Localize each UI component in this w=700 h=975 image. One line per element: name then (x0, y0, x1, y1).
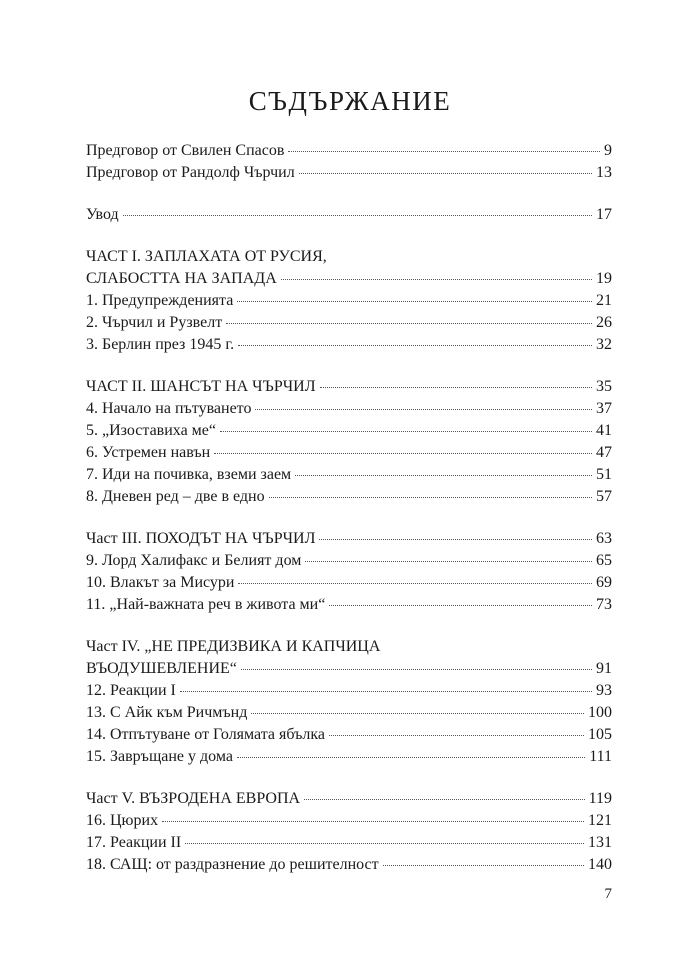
toc-entry-page: 63 (596, 530, 612, 547)
toc-entry-label: Част III. ПОХОДЪТ НА ЧЪРЧИЛ (86, 530, 316, 547)
toc-entry (86, 550, 612, 572)
toc-entry-page: 13 (596, 164, 612, 181)
dot-leader (241, 669, 592, 670)
toc-part-entry (86, 268, 612, 290)
toc-entry-page: 17 (596, 206, 612, 223)
toc-entry-label: 1. Предупрежденията (86, 292, 234, 309)
toc-entry-page: 37 (596, 400, 612, 417)
dot-leader (123, 215, 592, 216)
page-number: 7 (604, 886, 612, 902)
toc-entry-page: 19 (596, 270, 612, 287)
dot-leader (251, 713, 584, 714)
toc-entry-page: 26 (596, 314, 612, 331)
toc-entry-label: 14. Отпътуване от Голямата ябълка (86, 726, 326, 743)
dot-leader (288, 151, 600, 152)
dot-leader (295, 475, 592, 476)
toc-entry (86, 572, 612, 594)
dot-leader (162, 821, 584, 822)
toc-part-heading-line: ЧАСТ I. ЗАПЛАХАТА ОТ РУСИЯ, (86, 248, 327, 265)
toc-entry (86, 702, 612, 724)
toc-entry-page: 121 (588, 812, 612, 829)
toc-entry-page: 105 (588, 726, 612, 743)
spacer (86, 768, 612, 788)
toc-entry-page: 35 (596, 378, 612, 395)
toc-entry (86, 312, 612, 334)
dot-leader (255, 409, 592, 410)
toc-entry-page: 140 (588, 856, 612, 873)
dot-leader (214, 453, 592, 454)
toc-entry (86, 594, 612, 616)
spacer (86, 508, 612, 528)
toc-entry (86, 442, 612, 464)
dot-leader (281, 279, 592, 280)
toc-entry-page: 9 (604, 142, 612, 159)
toc-entry (86, 464, 612, 486)
dot-leader (329, 735, 584, 736)
dot-leader (320, 387, 592, 388)
dot-leader (304, 799, 585, 800)
toc-part-heading-line: Част IV. „НЕ ПРЕДИЗВИКА И КАПЧИЦА (86, 638, 381, 655)
dot-leader (180, 691, 592, 692)
toc-part-entry (86, 376, 612, 398)
toc-entry (86, 724, 612, 746)
dot-leader (238, 583, 592, 584)
spacer (86, 616, 612, 636)
toc-entry-label: 4. Начало на пътуването (86, 400, 252, 417)
toc-entry-label: Увод (86, 206, 119, 223)
dot-leader (220, 431, 592, 432)
toc-entry (86, 746, 612, 768)
toc-entry (86, 810, 612, 832)
toc-entry (86, 486, 612, 508)
dot-leader (299, 173, 592, 174)
toc-entry (86, 680, 612, 702)
toc-entry-label: 8. Дневен ред – две в едно (86, 488, 265, 505)
toc-entry-page: 47 (596, 444, 612, 461)
toc-entry-label: 7. Иди на почивка, вземи заем (86, 466, 292, 483)
toc-entry-page: 65 (596, 552, 612, 569)
toc-entry-label: 5. „Изоставиха ме“ (86, 422, 217, 439)
page-title: СЪДЪРЖАНИЕ (248, 86, 452, 116)
dot-leader (329, 605, 592, 606)
toc-part-entry (86, 788, 612, 810)
dot-leader (305, 561, 592, 562)
spacer (86, 184, 612, 204)
toc-entry-label: СЛАБОСТТА НА ЗАПАДА (86, 270, 277, 287)
dot-leader (383, 865, 584, 866)
toc-entry (86, 854, 612, 876)
toc-entry-label: 3. Берлин през 1945 г. (86, 336, 235, 353)
toc-entry-label: 9. Лорд Халифакс и Белият дом (86, 552, 302, 569)
toc-entry (86, 398, 612, 420)
toc-entry-label: 18. САЩ: от раздразнение до решителност (86, 856, 379, 873)
toc-entry-label: Част V. ВЪЗРОДЕНА ЕВРОПА (86, 790, 301, 807)
toc-entry-page: 111 (589, 748, 612, 765)
spacer (86, 226, 612, 246)
toc-entry-label: 17. Реакции II (86, 834, 182, 851)
toc-entry-label: 13. С Айк към Ричмънд (86, 704, 248, 721)
toc-entry-page: 41 (596, 422, 612, 439)
dot-leader (237, 757, 585, 758)
toc-entry-label: 11. „Най-важната реч в живота ми“ (86, 596, 326, 613)
toc-entry-page: 69 (596, 574, 612, 591)
toc-entry (86, 162, 612, 184)
toc-entry (86, 832, 612, 854)
toc-entry-page: 100 (588, 704, 612, 721)
toc-entry-page: 32 (596, 336, 612, 353)
toc-entry (86, 334, 612, 356)
toc-part-entry (86, 528, 612, 550)
toc-entry-label: Предговор от Свилен Спасов (86, 142, 285, 159)
toc-entry-label: 16. Цюрих (86, 812, 159, 829)
dot-leader (185, 843, 584, 844)
toc-entry-page: 51 (596, 466, 612, 483)
dot-leader (237, 301, 592, 302)
toc-entry-label: ВЪОДУШЕВЛЕНИЕ“ (86, 660, 237, 677)
table-of-contents (86, 140, 612, 876)
toc-entry (86, 420, 612, 442)
toc-entry-page: 119 (588, 790, 612, 807)
toc-entry-page: 57 (596, 488, 612, 505)
toc-part-entry (86, 658, 612, 680)
dot-leader (238, 345, 592, 346)
toc-entry-label: 12. Реакции I (86, 682, 176, 699)
toc-entry-label: 6. Устремен навън (86, 444, 211, 461)
dot-leader (226, 323, 592, 324)
toc-entry-label: Предговор от Рандолф Чърчил (86, 164, 295, 181)
toc-entry-label: 10. Влакът за Мисури (86, 574, 235, 591)
toc-entry-page: 93 (596, 682, 612, 699)
toc-entry (86, 290, 612, 312)
toc-entry-label: 2. Чърчил и Рузвелт (86, 314, 223, 331)
toc-entry-label: 15. Завръщане у дома (86, 748, 233, 765)
toc-entry-page: 91 (596, 660, 612, 677)
toc-entry (86, 140, 612, 162)
toc-entry-label: ЧАСТ II. ШАНСЪТ НА ЧЪРЧИЛ (86, 378, 316, 395)
spacer (86, 356, 612, 376)
toc-entry-page: 73 (596, 596, 612, 613)
toc-entry (86, 204, 612, 226)
toc-entry-page: 131 (588, 834, 612, 851)
dot-leader (269, 497, 592, 498)
dot-leader (319, 539, 592, 540)
toc-entry-page: 21 (596, 292, 612, 309)
